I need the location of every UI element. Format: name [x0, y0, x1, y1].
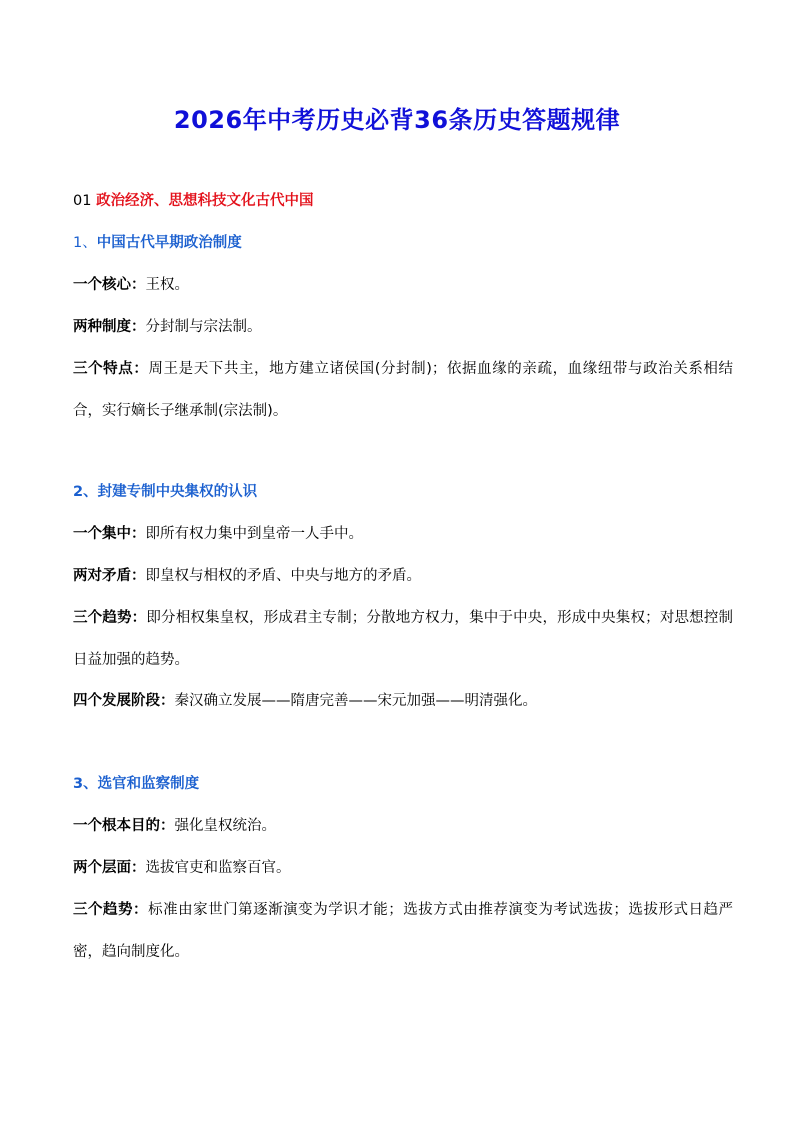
item-label: 三个趋势：	[73, 610, 147, 626]
item-text: 分封制与宗法制。	[145, 319, 262, 335]
item-label: 一个根本目的：	[73, 818, 175, 834]
item-label: 两个层面：	[73, 860, 146, 876]
section-3-item-3	[73, 889, 733, 973]
section-3-heading	[73, 774, 733, 794]
section-1-number: 1、	[73, 235, 97, 251]
item-text: 即皇权与相权的矛盾、中央与地方的矛盾。	[145, 568, 421, 584]
section-2-item-4	[73, 691, 733, 711]
section-3-number: 3、	[73, 776, 98, 792]
section-2-number: 2、	[73, 484, 98, 500]
item-label: 两对矛盾：	[73, 568, 146, 584]
item-label: 一个集中：	[73, 526, 146, 542]
item-text: 秦汉确立发展——隋唐完善——宋元加强——明清强化。	[174, 693, 537, 709]
item-text: 强化皇权统治。	[174, 818, 276, 834]
item-label: 一个核心：	[73, 277, 146, 293]
section-3-item-1	[73, 816, 733, 836]
part-title: 政治经济、思想科技文化古代中国	[96, 193, 314, 209]
item-label: 两种制度：	[73, 319, 146, 335]
section-1-item-2	[73, 317, 733, 337]
item-label: 三个趋势：	[73, 902, 149, 918]
section-1-item-1	[73, 275, 733, 295]
section-3-item-2	[73, 858, 733, 878]
section-1-item-3	[73, 348, 733, 432]
item-text: 周王是天下共主，地方建立诸侯国(分封制)；依据血缘的亲疏，血缘纽带与政治关系相结合，实行嫡长子继承制(宗法制)。	[73, 361, 734, 419]
item-text: 选拔官吏和监察百官。	[145, 860, 291, 876]
item-text: 即分相权集皇权，形成君主专制；分散地方权力，集中于中央，形成中央集权；对思想控制日益加强的趋势。	[73, 610, 734, 668]
part-heading	[73, 191, 733, 211]
section-2-item-2	[73, 566, 733, 586]
section-1-title: 中国古代早期政治制度	[96, 235, 242, 251]
item-label: 四个发展阶段：	[73, 693, 175, 709]
section-2-item-1	[73, 524, 733, 544]
section-2-item-3	[73, 597, 733, 681]
section-2-title: 封建专制中央集权的认识	[97, 484, 258, 500]
section-3-title: 选官和监察制度	[97, 776, 200, 792]
section-2-heading	[73, 482, 733, 502]
item-text: 标准由家世门第逐渐演变为学识才能；选拔方式由推荐演变为考试选拔；选拔形式日趋严密，趋向制度化。	[73, 902, 734, 960]
item-text: 即所有权力集中到皇帝一人手中。	[145, 526, 363, 542]
item-label: 三个特点：	[73, 361, 149, 377]
item-text: 王权。	[145, 277, 189, 293]
document-title: 2026年中考历史必背36条历史答题规律	[173, 106, 621, 134]
section-1-heading	[73, 233, 733, 253]
part-number: 01	[73, 193, 92, 209]
